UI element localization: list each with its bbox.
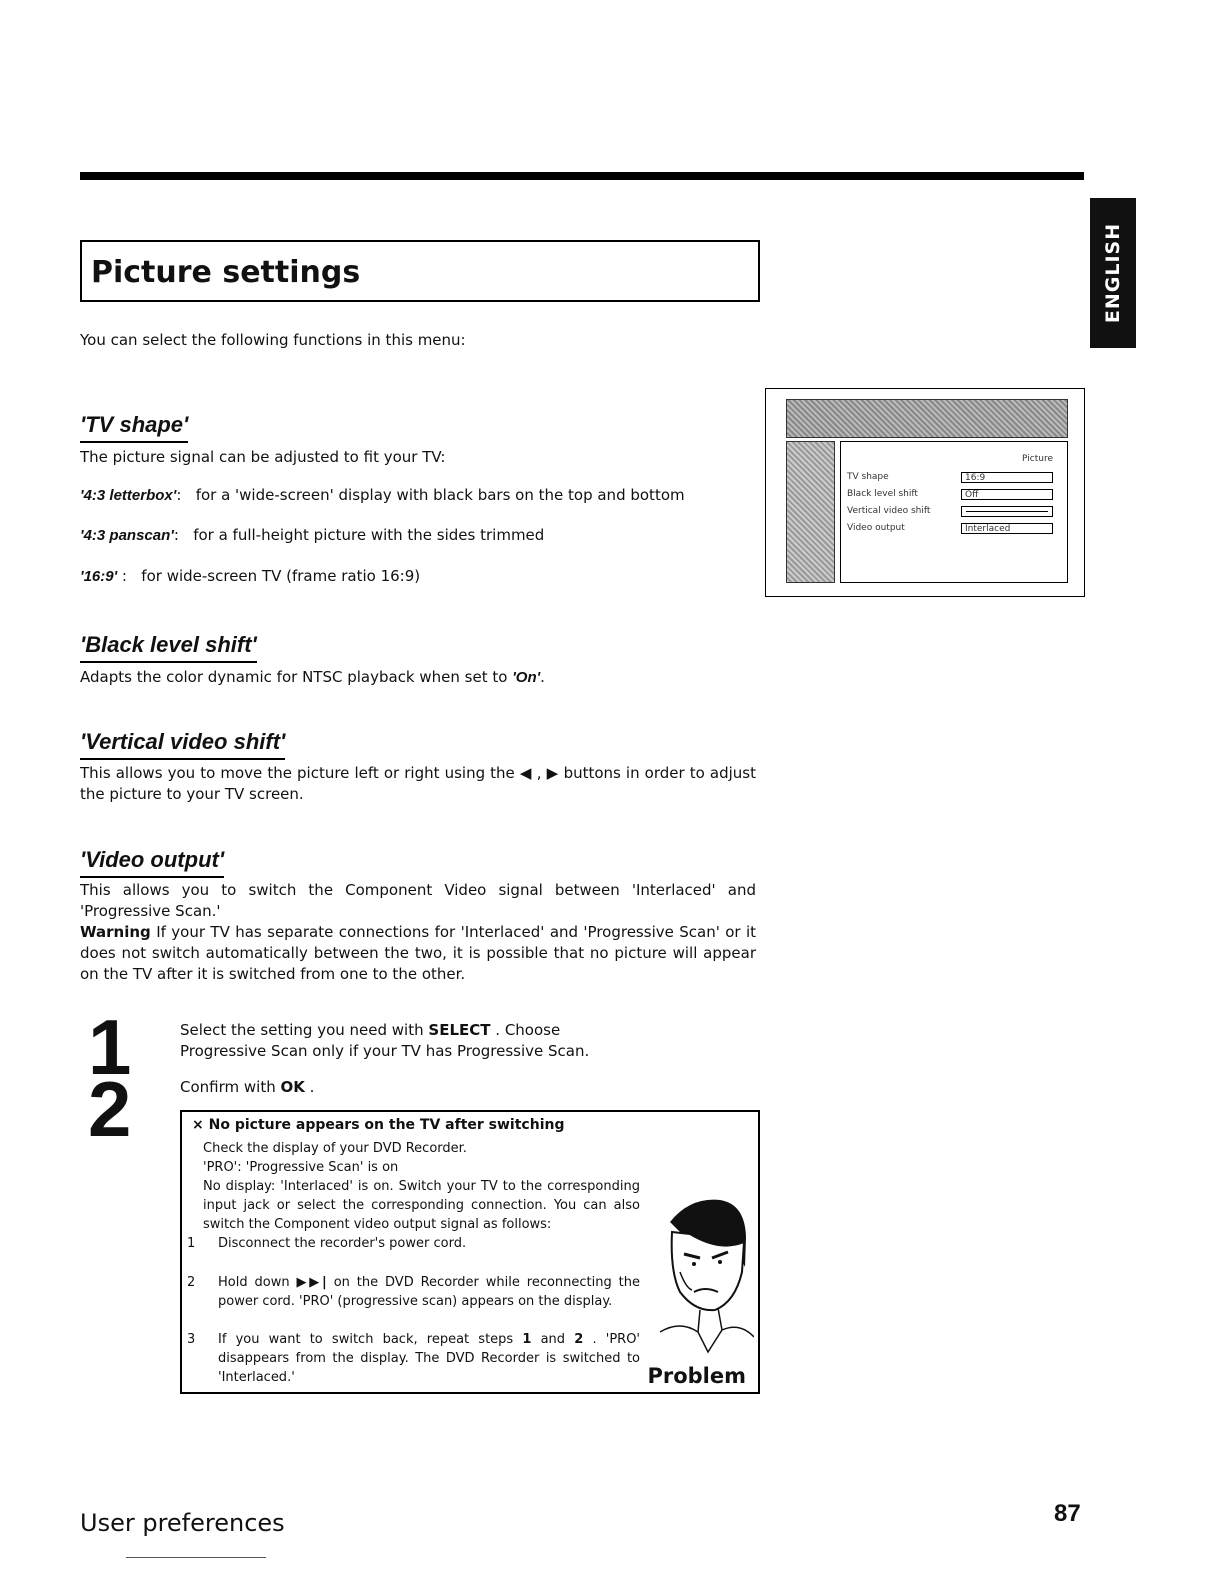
osd-menu-title: Picture	[1022, 454, 1053, 464]
video-output-text: This allows you to switch the Component Video signal between 'Interlaced' and 'Progressive Scan.'	[80, 881, 756, 920]
black-level-desc: Adapts the color dynamic for NTSC playback when set to	[80, 668, 508, 686]
ok-key: OK	[280, 1078, 305, 1096]
vertical-shift-text-a: This allows you to move the picture left or right using the	[80, 764, 515, 782]
problem-step-number: 3	[187, 1332, 196, 1347]
osd-menu-panel	[840, 441, 1068, 583]
vertical-shift-text-b: buttons in order to adjust the picture to your TV screen.	[80, 764, 756, 803]
left-arrow-icon: ◀	[519, 764, 532, 782]
problem-marker-icon: ×	[192, 1117, 204, 1133]
problem-step-text	[218, 1330, 640, 1387]
problem-step-part: If you want to switch back, repeat steps	[218, 1332, 514, 1347]
right-arrow-icon: ▶	[546, 764, 559, 782]
osd-row-value	[961, 506, 1053, 517]
top-rule	[80, 172, 1084, 180]
tv-shape-option-169: '16:9' : for wide-screen TV (frame ratio 16:9)	[80, 567, 421, 585]
step-text: . Choose Progressive Scan only if your TV has Progressive Scan.	[180, 1021, 590, 1060]
on-value: 'On'	[512, 669, 541, 686]
problem-step-number: 1	[187, 1236, 196, 1251]
problem-step-part: . 'PRO' disappears from the display. The DVD Recorder is switched to 'Interlaced.'	[218, 1332, 640, 1385]
osd-top-bar	[786, 399, 1068, 438]
option-name: '4:3 panscan'	[80, 527, 174, 544]
osd-row-label: Black level shift	[847, 489, 918, 499]
problem-line: No display: 'Interlaced' is on. Switch your TV to the corresponding input jack or select the corresponding connection. You can also switch the Component video output signal as follows:	[203, 1179, 640, 1232]
tv-shape-desc: The picture signal can be adjusted to fit your TV:	[80, 448, 446, 466]
problem-label: Problem	[647, 1364, 746, 1388]
step-text: .	[309, 1078, 315, 1096]
language-tab	[1090, 198, 1136, 348]
tv-shape-option-letterbox: '4:3 letterbox': for a 'wide-screen' display with black bars on the top and bottom	[80, 486, 685, 504]
black-level-text: Adapts the color dynamic for NTSC playback when set to 'On'.	[80, 668, 545, 686]
step-number: 1	[88, 1003, 132, 1091]
osd-row-label: Vertical video shift	[847, 506, 931, 516]
problem-line: Check the display of your DVD Recorder.	[203, 1141, 467, 1156]
problem-step-text: Disconnect the recorder's power cord.	[218, 1236, 467, 1251]
osd-side-icons	[786, 441, 835, 583]
footer-section-title: User preferences	[80, 1509, 285, 1537]
problem-step-part: Hold down	[218, 1275, 290, 1290]
step-1-text	[180, 1020, 650, 1062]
page-title: Picture settings	[91, 255, 361, 290]
option-text: for wide-screen TV (frame ratio 16:9)	[141, 567, 421, 585]
osd-row-label: Video output	[847, 523, 905, 533]
warning-label: Warning	[80, 923, 151, 941]
step-text: Select the setting you need with	[180, 1021, 424, 1039]
option-name: '4:3 letterbox'	[80, 487, 177, 504]
option-name: '16:9'	[80, 568, 118, 585]
problem-heading-text: No picture appears on the TV after switching	[208, 1117, 565, 1133]
osd-row-label: TV shape	[847, 472, 889, 482]
problem-step-number: 2	[187, 1275, 196, 1290]
problem-step-part: and	[540, 1332, 566, 1347]
vertical-shift-heading: 'Vertical video shift'	[80, 729, 285, 760]
footer-rule	[126, 1557, 266, 1558]
step-text: Confirm with	[180, 1078, 276, 1096]
step-2-text	[180, 1077, 314, 1098]
osd-screenshot	[765, 388, 1085, 597]
osd-row-value: Off	[961, 489, 1053, 500]
tv-shape-heading: 'TV shape'	[80, 412, 188, 443]
problem-heading	[192, 1116, 564, 1135]
title-box	[80, 240, 760, 302]
language-tab-label: ENGLISH	[1102, 222, 1124, 324]
step-ref: 1	[522, 1332, 532, 1347]
problem-box	[180, 1110, 760, 1394]
step-ref: 2	[574, 1332, 584, 1347]
osd-row-value: Interlaced	[961, 523, 1053, 534]
black-level-heading: 'Black level shift'	[80, 632, 257, 663]
warning-text: If your TV has separate connections for 'Interlaced' and 'Progressive Scan' or it does not switch automatically between the two, it is possible that no picture will appear on the TV after it is switched from one to the other.	[80, 923, 756, 983]
video-output-heading: 'Video output'	[80, 847, 224, 878]
intro-text: You can select the following functions in this menu:	[80, 331, 466, 349]
option-text: for a 'wide-screen' display with black bars on the top and bottom	[195, 486, 685, 504]
option-text: for a full-height picture with the sides trimmed	[193, 526, 545, 544]
next-skip-icon: ▶▶|	[296, 1275, 327, 1290]
page-number: 87	[1054, 1500, 1081, 1527]
select-key: SELECT	[428, 1021, 491, 1039]
problem-step-text	[218, 1273, 640, 1311]
vertical-shift-text: This allows you to move the picture left or right using the ◀ , ▶ buttons in order to adjust the picture to your TV screen.	[80, 764, 756, 803]
warning-paragraph	[80, 922, 756, 985]
step-number: 2	[88, 1065, 132, 1153]
osd-row-value: 16:9	[961, 472, 1053, 483]
problem-line: 'PRO': 'Progressive Scan' is on	[203, 1160, 399, 1175]
frustrated-man-illustration	[650, 1192, 754, 1362]
video-output-body	[80, 880, 756, 985]
tv-shape-option-panscan: '4:3 panscan': for a full-height picture with the sides trimmed	[80, 526, 545, 544]
problem-step-part: on the DVD Recorder while reconnecting the power cord. 'PRO' (progressive scan) appears on the display.	[218, 1275, 640, 1309]
